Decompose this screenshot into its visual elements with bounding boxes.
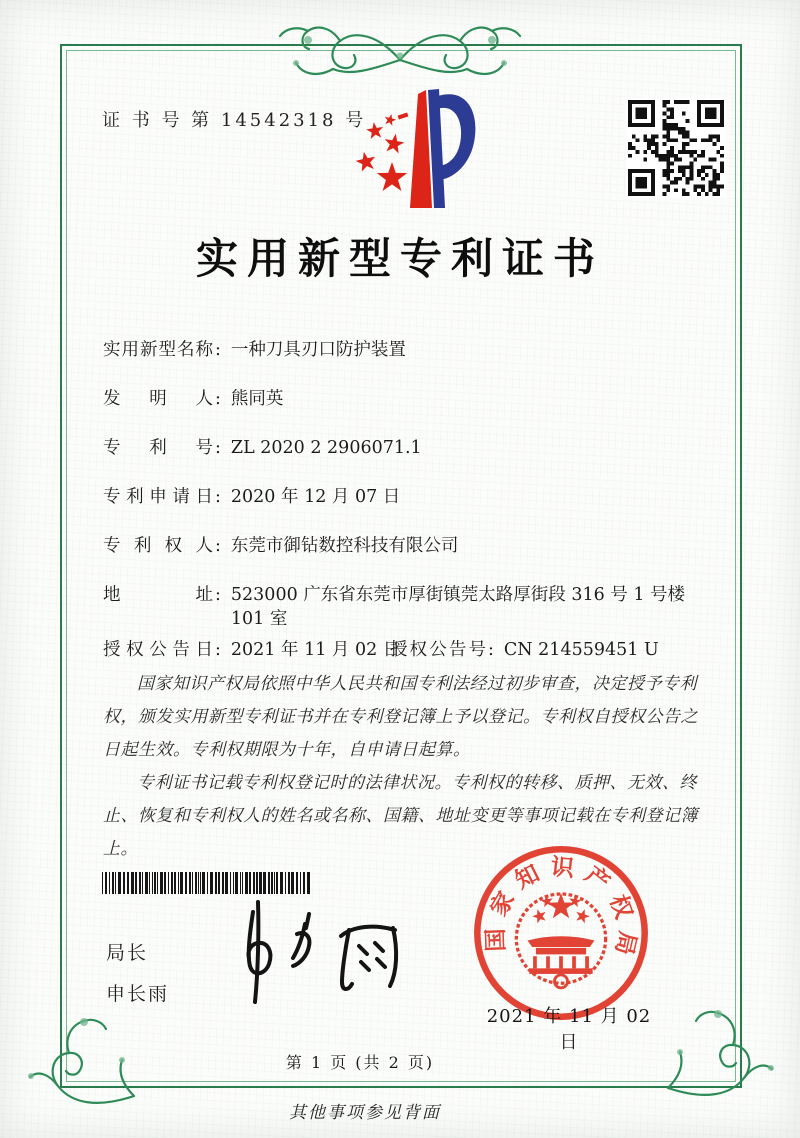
back-side-note: 其他事项参见背面 [289,1103,441,1123]
field-row-utility-model-name [103,338,708,362]
field-row-grant-date-and-number [103,638,708,662]
field-row-patentee [103,534,708,558]
signature-icon [195,898,415,1010]
cnipa-logo-icon [318,84,482,216]
field-row-patent-number [103,436,708,460]
field-value: 2020 年 12 月 07 日 [230,487,401,507]
field-label: 专利申请日 [103,487,213,507]
field-value: ZL 2020 2 2906071.1 [230,438,422,458]
seal-text: 国家知识产权局 [481,853,642,967]
official-seal-icon [468,840,654,1026]
field-colon: : [215,340,221,360]
field-label: 发明人 [103,389,213,409]
field-label: 授权公告号 [390,640,486,660]
field-row-filing-date [103,485,708,509]
field-label: 实用新型名称 [103,340,213,360]
legal-text [103,668,703,866]
field-label: 专利号 [103,438,213,458]
field-colon: : [488,640,494,660]
legal-paragraph-2: 专利证书记载专利权登记时的法律状况。专利权的转移、质押、无效、终止、恢复和专利权人的姓名或名称、国籍、地址变更等事项记载在专利登记簿上。 [103,773,698,859]
field-label: 专利权人 [103,536,213,556]
qr-code-icon [626,98,726,198]
certificate-title: 实用新型专利证书 [195,234,604,283]
field-value: CN 214559451 U [503,640,659,660]
field-value: 熊同英 [230,389,284,409]
officer-title: 局长 [106,942,149,964]
officer-block [106,938,169,1006]
field-value: 东莞市御钻数控科技有限公司 [230,536,459,556]
page-number: 第 1 页 (共 2 页) [285,1053,435,1072]
field-list [103,338,708,687]
field-colon: : [215,585,221,605]
field-value: 2021 年 11 月 02 日 [230,640,401,660]
legal-paragraph-1: 国家知识产权局依照中华人民共和国专利法经过初步审查，决定授予专利权，颁发实用新型专利证书并在专利登记簿上予以登记。专利权自授权公告之日起生效。专利权期限为十年，自申请日起算。 [103,674,698,760]
field-value: 一种刀具刃口防护装置 [230,340,406,360]
officer-name: 申长雨 [106,983,170,1005]
certificate-number: 证 书 号 第 14542318 号 [102,110,367,131]
field-row-inventor [103,387,708,411]
field-colon: : [215,487,221,507]
field-value: 523000 广东省东莞市厚街镇莞太路厚街段 316 号 1 号楼 101 室 [230,585,686,629]
field-label: 地址 [103,585,213,605]
seal-date: 2021 年 11 月 02 日 [486,1006,652,1053]
field-label: 授权公告日 [103,640,213,660]
field-colon: : [215,438,221,458]
field-row-address [103,583,708,631]
field-colon: : [215,640,221,660]
field-colon: : [215,389,221,409]
field-colon: : [215,536,221,556]
barcode-icon [102,872,314,894]
